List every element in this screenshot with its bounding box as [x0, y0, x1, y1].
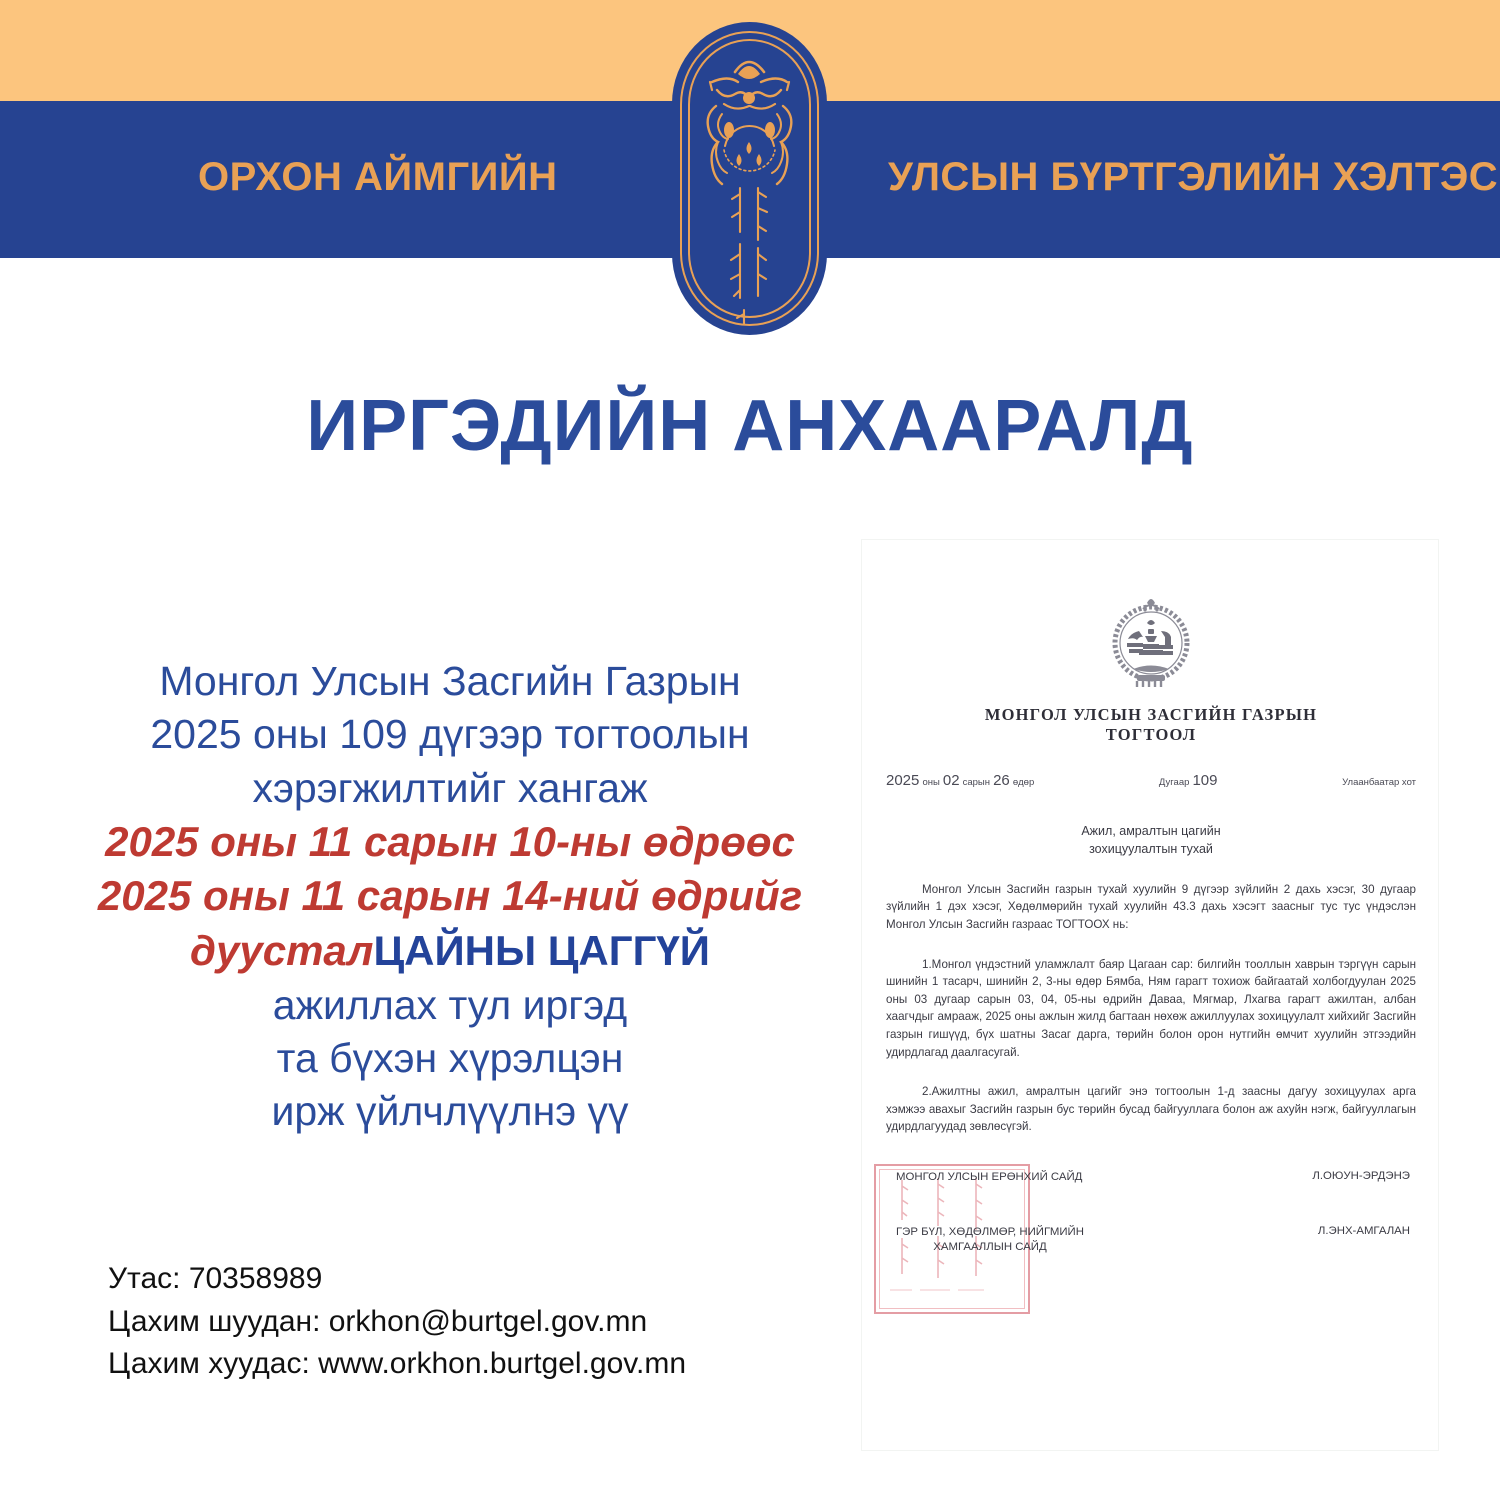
document-number-label: Дугаар: [1158, 777, 1190, 789]
document-subject: [886, 823, 1416, 859]
signature-2-title: [886, 1225, 1084, 1255]
contact-phone: Утас: 70358989: [108, 1262, 323, 1295]
contact-website[interactable]: Цахим хуудас: www.orkhon.burtgel.gov.mn: [108, 1347, 687, 1381]
document-paragraph-1: 1.Монгол үндэстний уламжлалт баяр Цагаан сар: билгийн тооллын хаврын тэргүүн сарын шинийн 1 тасарч, шинийн 2, 3-ны өдөр Бямба, Ням гарагт тохиож байгаатай холбогдуулан 2025 оны 03 дугаар сарын 03, 04, 05-ны өдрийн Даваа, Мягмар, Лхагва гарагт ажилтан, албан хаагчдыг амрааж, 2025 оны ажлын жилд багтаан нөхөж ажиллуулах зохицуулалт хийхийг Засгийн газрын гишүүд, бүх шатны Засаг дарга, төрийн болон орон нутгийн өмчит хуулийн этгээдийн удирдлагад даалгасугай.: [886, 957, 1416, 1059]
message-line-9: ирж үйлчлүүлнэ үү: [271, 1088, 629, 1135]
header-left-label: ОРХОН АЙМГИЙН: [198, 155, 558, 199]
signature-1-name: Л.ОЮУН-ЭРДЭНЭ: [1312, 1170, 1410, 1183]
message-line-8: та бүхэн хүрэлцэн: [276, 1034, 624, 1081]
contact-email[interactable]: Цахим шуудан: orkhon@burtgel.gov.mn: [108, 1304, 648, 1338]
announcement-message: [30, 655, 870, 1139]
document-org-line-1: МОНГОЛ УЛСЫН ЗАСГИЙН ГАЗРЫН: [984, 705, 1318, 724]
document-signature-row-1: [886, 1170, 1416, 1185]
document-date-month-word: сарын: [962, 777, 991, 789]
message-line-4-start-date: 2025 оны 11 сарын 10-ны өдрөөс: [105, 817, 795, 865]
document-organization: [886, 705, 1416, 745]
message-line-6-red: дуустал: [190, 927, 374, 975]
document-date-year-word: оны: [922, 777, 940, 789]
document-city: Улаанбаатар хот: [1342, 777, 1416, 789]
signature-2-title-line-2: ХАМГААЛЛЫН САЙД: [933, 1241, 1047, 1254]
document-date-month: 02: [942, 772, 960, 790]
message-line-2: 2025 оны 109 дүгээр тогтоолын: [150, 711, 750, 758]
signature-2-title-line-1: ГЭР БҮЛ, ХӨДӨЛМӨР, НИЙГМИЙН: [896, 1226, 1084, 1239]
document-number: [1159, 772, 1218, 789]
mongolia-state-emblem-icon: [672, 22, 827, 335]
document-date: [886, 772, 1034, 789]
document-subject-line-1: Ажил, амралтын цагийн: [1081, 824, 1221, 839]
header-right-label: УЛСЫН БҮРТГЭЛИЙН ХЭЛТЭС: [888, 155, 1499, 199]
message-line-1: Монгол Улсын Засгийн Газрын: [159, 658, 741, 704]
message-line-6: [30, 924, 870, 979]
document-date-day: 26: [993, 772, 1010, 790]
document-signature-row-2: [886, 1225, 1416, 1255]
contact-info: [108, 1258, 686, 1386]
message-line-6-blue: ЦАЙНЫ ЦАГГҮЙ: [373, 927, 710, 975]
signature-1-title: МОНГОЛ УЛСЫН ЕРӨНХИЙ САЙД: [896, 1171, 1083, 1184]
message-line-3: хэрэгжилтийг хангаж: [252, 764, 648, 811]
signature-2-name: Л.ЭНХ-АМГАЛАН: [1317, 1225, 1410, 1238]
document-date-year: 2025: [886, 772, 920, 790]
document-date-day-word: өдөр: [1012, 777, 1035, 789]
document-signature-block: [886, 1170, 1416, 1255]
document-paragraph-intro: Монгол Улсын Засгийн газрын тухай хуулийн 9 дүгээр зүйлийн 2 дахь хэсэг, 30 дугаар зүйлийн 1 дэх хэсэг, Хөдөлмөрийн тухай хуулийн 43.3 дахь хэсэгт заасныг тус тус үндэслэн Монгол Улсын Засгийн газраас ТОГТООХ нь:: [886, 882, 1416, 931]
page-title: ИРГЭДИЙН АНХААРАЛД: [306, 386, 1194, 466]
document-meta-row: [886, 772, 1416, 789]
document-subject-line-2: зохицуулалтын тухай: [1089, 842, 1213, 856]
mongolia-state-seal-crest-icon: [1095, 587, 1207, 699]
document-paragraph-2: 2.Ажилтны ажил, амралтын цагийг энэ тогтоолын 1-д заасны дагуу зохицуулах арга хэмжээ авахыг Засгийн газрын бус төрийн бусад байгууллага болон аж ахуйн нэгж, байгууллагын удирдлагуудад зөвлөсүгэй.: [886, 1085, 1416, 1134]
document-org-line-2: ТОГТООЛ: [1105, 725, 1197, 745]
document-number-value: 109: [1192, 772, 1218, 790]
message-line-5-end-date: 2025 оны 11 сарын 14-ний өдрийг: [97, 872, 803, 920]
government-resolution-document: [862, 540, 1438, 1450]
message-line-7: ажиллах тул иргэд: [272, 981, 628, 1028]
